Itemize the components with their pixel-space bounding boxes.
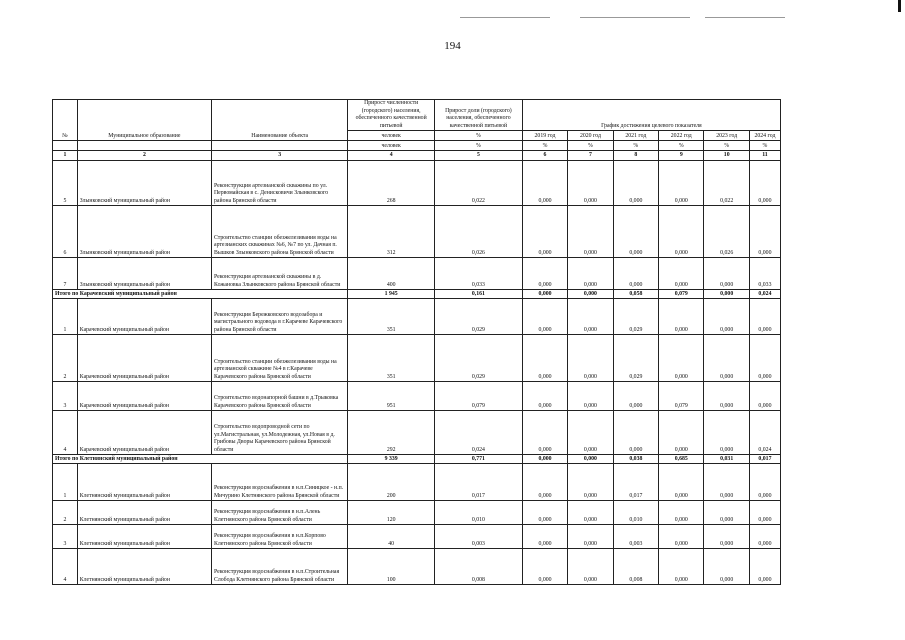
population-growth-value: 120 [348, 501, 435, 525]
header-population-growth: Прирост численности (городского) населения, обеспеченного качественной питьевой [348, 100, 435, 131]
municipality-name: Клетнянский муниципальный район [77, 525, 211, 549]
year-value: 0,000 [522, 549, 567, 585]
year-value: 0,000 [522, 464, 567, 501]
table-row [53, 464, 781, 501]
scan-artifact-line [460, 17, 550, 18]
year-value: 0,026 [704, 206, 749, 258]
population-growth-value: 292 [348, 411, 435, 455]
municipality-name: Злынковский муниципальный район [77, 206, 211, 258]
year-value: 0,000 [613, 161, 658, 206]
table-row [53, 258, 781, 290]
year-value: 0,000 [568, 161, 613, 206]
object-name: Реконструкция водоснабжения в н.п.Корпово Клетнянского района Брянской области [212, 525, 348, 549]
row-number: 3 [53, 525, 78, 549]
year-value: 0,000 [522, 525, 567, 549]
share-growth-value: 0,008 [435, 549, 523, 585]
table-row [53, 161, 781, 206]
year-value: 0,029 [613, 299, 658, 335]
year-value: 0,000 [749, 335, 780, 382]
year-value: 0,000 [613, 206, 658, 258]
year-value: 0,000 [522, 455, 567, 464]
column-index: 2 [77, 151, 211, 161]
row-number: 2 [53, 501, 78, 525]
year-value: 0,000 [522, 501, 567, 525]
year-value: 0,058 [613, 290, 658, 299]
column-index: 9 [659, 151, 704, 161]
year-value: 0,000 [568, 335, 613, 382]
share-growth-value: 0,017 [435, 464, 523, 501]
column-index: 6 [522, 151, 567, 161]
year-value: 0,000 [613, 411, 658, 455]
object-name: Реконструкция Бережковского водозабора и магистрального водовода в г.Карачеве Карачевского района Брянской области [212, 299, 348, 335]
municipality-name: Злынковский муниципальный район [77, 161, 211, 206]
year-value: 0,000 [704, 382, 749, 411]
header-share-growth: Прирост доли (городского) населения, обеспеченного качественной питьевой [435, 100, 523, 131]
year-header: 2023 год [704, 131, 749, 141]
unit-percent: % [568, 141, 613, 151]
year-value: 0,000 [749, 549, 780, 585]
municipality-name: Карачевский муниципальный район [77, 335, 211, 382]
share-growth-value: 0,022 [435, 161, 523, 206]
row-number: 4 [53, 549, 78, 585]
year-value: 0,000 [659, 258, 704, 290]
object-name: Строительство водопроводной сети по ул.Магистральная, ул.Молодежная, ул.Новая в д. Грибовы Дворы Карачевского района Брянской области [212, 411, 348, 455]
header-no: № [53, 100, 78, 141]
unit-percent: % [435, 141, 523, 151]
table-row [53, 382, 781, 411]
table-row [53, 525, 781, 549]
unit-percent: % [613, 141, 658, 151]
year-value: 0,000 [568, 382, 613, 411]
subtotal-row [53, 455, 781, 464]
year-value: 0,000 [659, 206, 704, 258]
year-value: 0,000 [704, 299, 749, 335]
object-name: Реконструкция артезианской скважины по ул. Первомайская в с. Денисковичи Злынковского района Брянской области [212, 161, 348, 206]
year-value: 0,000 [659, 549, 704, 585]
year-value: 0,000 [568, 411, 613, 455]
year-header: 2020 год [568, 131, 613, 141]
row-number: 1 [53, 299, 78, 335]
year-value: 0,079 [659, 382, 704, 411]
year-value: 0,000 [749, 299, 780, 335]
object-name: Реконструкция водоснабжения в н.п.Алень Клетнянского района Брянской области [212, 501, 348, 525]
year-value: 0,079 [659, 290, 704, 299]
municipality-name: Карачевский муниципальный район [77, 382, 211, 411]
unit-percent: % [659, 141, 704, 151]
subtotal-label: Итого по Клетнянский муниципальный район [53, 455, 348, 464]
year-value: 0,000 [749, 501, 780, 525]
unit-percent: % [749, 141, 780, 151]
year-value: 0,000 [749, 161, 780, 206]
year-value: 0,000 [568, 258, 613, 290]
page-number: 194 [444, 40, 461, 52]
year-value: 0,024 [749, 290, 780, 299]
population-growth-value: 951 [348, 382, 435, 411]
population-growth-value: 200 [348, 464, 435, 501]
year-value: 0,000 [659, 299, 704, 335]
population-growth-value: 1 945 [348, 290, 435, 299]
object-name: Реконструкция водоснабжения в н.п.Синицкое - н.п. Мичурино Клетнянского района Брянской области [212, 464, 348, 501]
unit-percent: % [435, 131, 523, 141]
row-number: 7 [53, 258, 78, 290]
year-value: 0,022 [704, 161, 749, 206]
year-value: 0,000 [659, 525, 704, 549]
row-number: 2 [53, 335, 78, 382]
object-name: Строительство станции обезжелезивания воды на артезианской скважине №4 в г.Карачеве Карачевского района Брянской области [212, 335, 348, 382]
year-value: 0,017 [749, 455, 780, 464]
municipality-name: Клетнянский муниципальный район [77, 501, 211, 525]
year-value: 0,000 [522, 382, 567, 411]
year-value: 0,000 [704, 549, 749, 585]
column-index: 3 [212, 151, 348, 161]
row-number: 6 [53, 206, 78, 258]
header-schedule: График достижения целевого показателя [522, 100, 780, 131]
year-header: 2021 год [613, 131, 658, 141]
year-value: 0,000 [749, 464, 780, 501]
year-value: 0,000 [568, 455, 613, 464]
year-value: 0,000 [568, 290, 613, 299]
year-value: 0,000 [704, 501, 749, 525]
table-row [53, 335, 781, 382]
year-value: 0,000 [704, 290, 749, 299]
share-growth-value: 0,003 [435, 525, 523, 549]
year-value: 0,003 [613, 525, 658, 549]
year-value: 0,031 [704, 455, 749, 464]
column-index: 10 [704, 151, 749, 161]
share-growth-value: 0,033 [435, 258, 523, 290]
share-growth-value: 0,026 [435, 206, 523, 258]
year-value: 0,008 [613, 549, 658, 585]
year-value: 0,000 [659, 411, 704, 455]
object-name: Строительство станции обезжелезивания воды на артезианских скважинах №6, №7 по ул. Дачная п. Вышков Злынковского района Брянской области [212, 206, 348, 258]
year-value: 0,000 [704, 258, 749, 290]
scan-artifact-line [705, 17, 785, 18]
unit-people: человек [348, 131, 435, 141]
share-growth-value: 0,161 [435, 290, 523, 299]
year-value: 0,000 [522, 335, 567, 382]
target-indicator-table [52, 99, 781, 585]
row-number: 5 [53, 161, 78, 206]
year-value: 0,000 [659, 464, 704, 501]
municipality-name: Клетнянский муниципальный район [77, 464, 211, 501]
year-header: 2022 год [659, 131, 704, 141]
scan-artifact-line [580, 17, 690, 18]
unit-percent: % [704, 141, 749, 151]
column-index: 4 [348, 151, 435, 161]
year-value: 0,000 [704, 335, 749, 382]
year-value: 0,017 [613, 464, 658, 501]
year-value: 0,000 [704, 525, 749, 549]
row-number: 1 [53, 464, 78, 501]
year-value: 0,000 [522, 411, 567, 455]
year-value: 0,000 [568, 525, 613, 549]
year-value: 0,000 [568, 501, 613, 525]
share-growth-value: 0,079 [435, 382, 523, 411]
table-row [53, 299, 781, 335]
column-index: 5 [435, 151, 523, 161]
year-header: 2019 год [522, 131, 567, 141]
table-row [53, 411, 781, 455]
row-number: 3 [53, 382, 78, 411]
column-index: 7 [568, 151, 613, 161]
column-index: 8 [613, 151, 658, 161]
share-growth-value: 0,029 [435, 335, 523, 382]
municipality-name: Злынковский муниципальный район [77, 258, 211, 290]
column-index: 11 [749, 151, 780, 161]
share-growth-value: 0,010 [435, 501, 523, 525]
year-value: 0,000 [749, 382, 780, 411]
year-value: 0,000 [522, 161, 567, 206]
population-growth-value: 312 [348, 206, 435, 258]
header-object: Наименование объекта [212, 100, 348, 141]
year-header: 2024 год [749, 131, 780, 141]
share-growth-value: 0,771 [435, 455, 523, 464]
population-growth-value: 351 [348, 299, 435, 335]
year-value: 0,000 [522, 290, 567, 299]
object-name: Реконструкция артезианской скважины в д. Кожановка Злынковского района Брянской области [212, 258, 348, 290]
year-value: 0,000 [568, 299, 613, 335]
year-value: 0,033 [749, 258, 780, 290]
year-value: 0,000 [704, 411, 749, 455]
population-growth-value: 351 [348, 335, 435, 382]
year-value: 0,000 [522, 299, 567, 335]
year-value: 0,000 [568, 464, 613, 501]
year-value: 0,000 [568, 549, 613, 585]
row-number: 4 [53, 411, 78, 455]
population-growth-value: 400 [348, 258, 435, 290]
year-value: 0,024 [749, 411, 780, 455]
year-value: 0,038 [613, 455, 658, 464]
year-value: 0,000 [659, 161, 704, 206]
population-growth-value: 9 339 [348, 455, 435, 464]
year-value: 0,000 [568, 206, 613, 258]
population-growth-value: 268 [348, 161, 435, 206]
subtotal-row [53, 290, 781, 299]
year-value: 0,000 [749, 206, 780, 258]
scan-edge-mark [898, 0, 901, 12]
column-index-row [53, 151, 781, 161]
population-growth-value: 100 [348, 549, 435, 585]
municipality-name: Карачевский муниципальный район [77, 411, 211, 455]
year-value: 0,029 [613, 335, 658, 382]
table-row [53, 549, 781, 585]
year-value: 0,000 [749, 525, 780, 549]
year-value: 0,000 [522, 206, 567, 258]
year-value: 0,000 [704, 464, 749, 501]
unit-percent: % [522, 141, 567, 151]
year-value: 0,685 [659, 455, 704, 464]
year-value: 0,000 [659, 501, 704, 525]
object-name: Строительство водонапорной башни в д.Трыковка Карачевского района Брянской области [212, 382, 348, 411]
share-growth-value: 0,029 [435, 299, 523, 335]
year-value: 0,000 [522, 258, 567, 290]
object-name: Реконструкция водоснабжения в н.п.Строительная Слобода Клетнянского района Брянской области [212, 549, 348, 585]
year-value: 0,000 [613, 258, 658, 290]
unit-people: человек [348, 141, 435, 151]
municipality-name: Клетнянский муниципальный район [77, 549, 211, 585]
year-value: 0,000 [659, 335, 704, 382]
table-row [53, 501, 781, 525]
column-index: 1 [53, 151, 78, 161]
share-growth-value: 0,024 [435, 411, 523, 455]
population-growth-value: 40 [348, 525, 435, 549]
year-value: 0,000 [613, 382, 658, 411]
subtotal-label: Итого по Карачевский муниципальный район [53, 290, 348, 299]
year-value: 0,010 [613, 501, 658, 525]
municipality-name: Карачевский муниципальный район [77, 299, 211, 335]
table-row [53, 206, 781, 258]
header-municipality: Муниципальное образование [77, 100, 211, 141]
